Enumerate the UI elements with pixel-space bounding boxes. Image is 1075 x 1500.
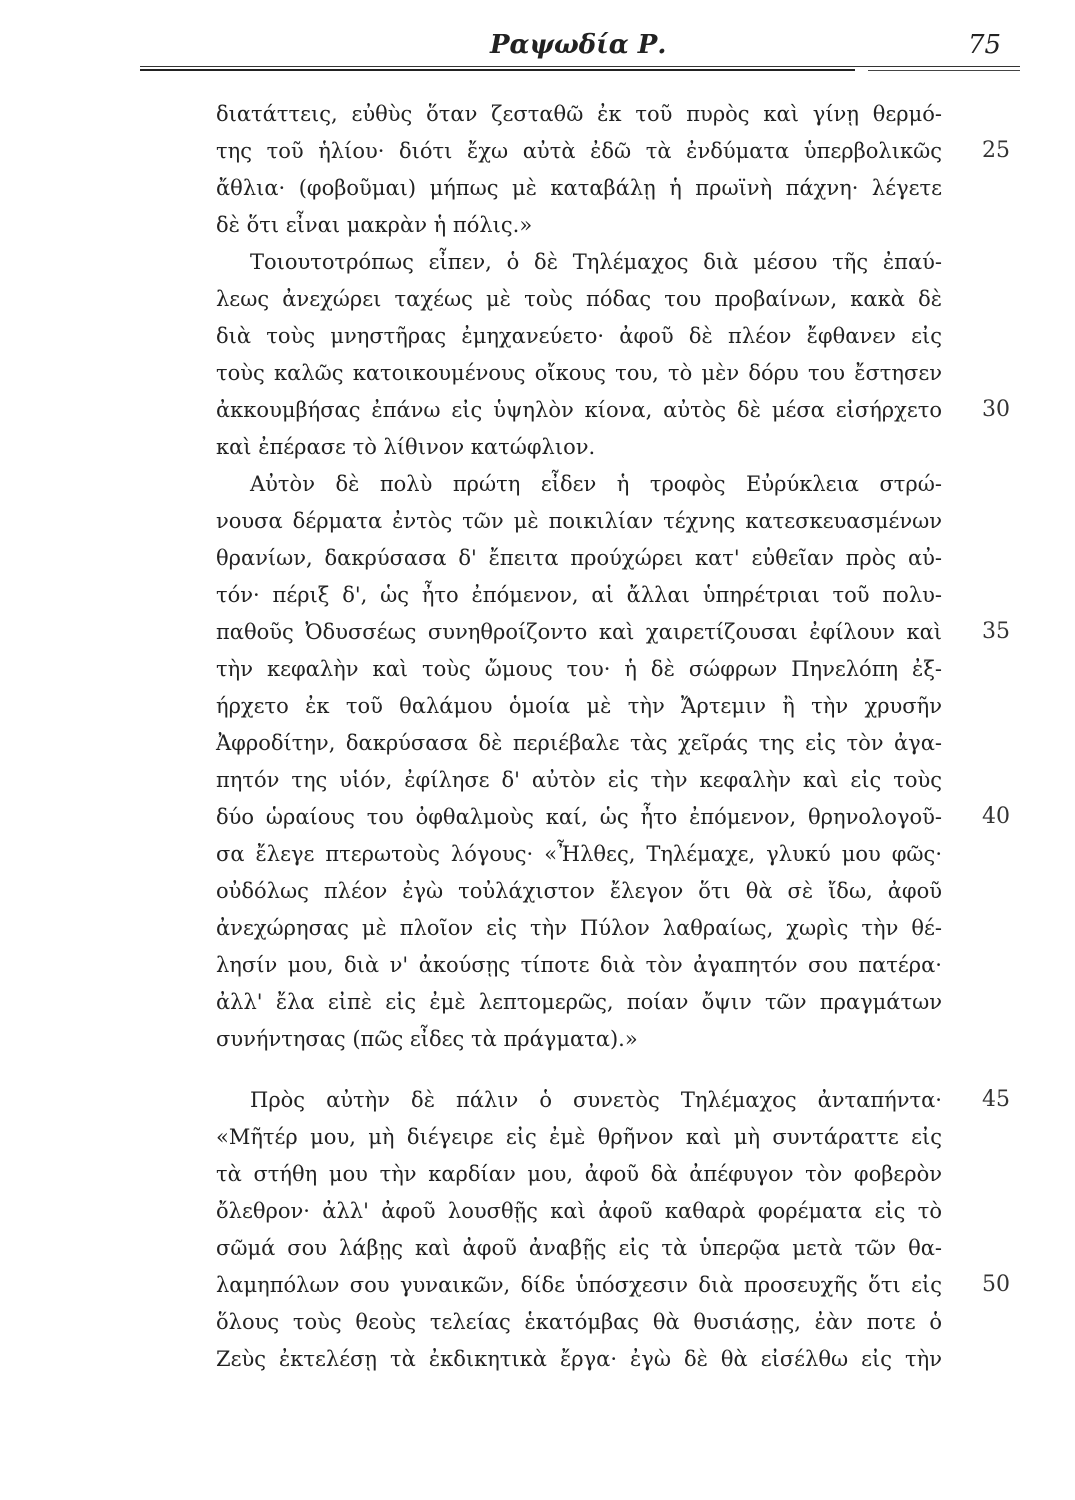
verse-number: 50	[982, 1272, 1010, 1297]
text-line: δὲ ὅτι εἶναι μακρὰν ἡ πόλις.»	[216, 213, 533, 237]
text-line: «Μῆτέρ μου, μὴ διέγειρε εἰς ἐμὲ θρῆνον καὶ μὴ συντάραττε εἰς	[216, 1125, 942, 1149]
text-line: λεως ἀνεχώρει ταχέως μὲ τοὺς πόδας του προβαίνων, κακὰ δὲ	[216, 287, 942, 311]
text-line: διατάττεις, εὐθὺς ὅταν ζεσταθῶ ἐκ τοῦ πυρὸς καὶ γίνῃ θερμό-	[216, 102, 942, 126]
text-line: ἀλλ' ἔλα εἰπὲ εἰς ἐμὲ λεπτομερῶς, ποίαν ὄψιν τῶν πραγμάτων	[216, 990, 942, 1014]
text-line: τὴν κεφαλὴν καὶ τοὺς ὤμους του· ἡ δὲ σώφρων Πηνελόπη ἐξ-	[216, 657, 942, 681]
verse-number: 30	[982, 397, 1010, 422]
text-line: καὶ ἐπέρασε τὸ λίθινον κατώφλιον.	[216, 435, 596, 459]
text-line: τόν· πέριξ δ', ὡς ἦτο ἐπόμενον, αἱ ἄλλαι ὑπηρέτριαι τοῦ πολυ-	[216, 583, 942, 607]
text-line: ἀνεχώρησας μὲ πλοῖον εἰς τὴν Πύλον λαθραίως, χωρὶς τὴν θέ-	[216, 916, 942, 940]
text-line: ἀκκουμβήσας ἐπάνω εἰς ὑψηλὸν κίονα, αὐτὸς δὲ μέσα εἰσήρχετο	[216, 398, 942, 422]
text-line: λησίν μου, διὰ ν' ἀκούσῃς τίποτε διὰ τὸν ἀγαπητόν σου πατέρα·	[216, 953, 942, 977]
text-line: οὐδόλως πλέον ἐγὼ τοὐλάχιστον ἔλεγον ὅτι θὰ σὲ ἴδω, ἀφοῦ	[216, 879, 942, 903]
text-line: Ἀφροδίτην, δακρύσασα δὲ περιέβαλε τὰς χεῖράς της εἰς τὸν ἀγα-	[216, 731, 942, 755]
verse-number: 35	[982, 619, 1010, 644]
text-line: τὰ στήθη μου τὴν καρδίαν μου, ἀφοῦ δὰ ἀπέφυγον τὸν φοβερὸν	[216, 1162, 942, 1186]
text-line: τοὺς καλῶς κατοικουμένους οἴκους του, τὸ μὲν δόρυ του ἔστησεν	[216, 361, 942, 385]
text-line: ὄλεθρον· ἀλλ' ἀφοῦ λουσθῇς καὶ ἀφοῦ καθαρὰ φορέματα εἰς τὸ	[216, 1199, 942, 1223]
verse-number: 40	[982, 804, 1010, 829]
text-line: δύο ὡραίους του ὀφθαλμοὺς καί, ὡς ἦτο ἐπόμενον, θρηνολογοῦ-	[216, 805, 942, 829]
header-rule-thick	[140, 69, 855, 71]
text-line: σα ἔλεγε πτερωτοὺς λόγους· «Ἦλθες, Τηλέμαχε, γλυκύ μου φῶς·	[216, 842, 942, 866]
text-line: λαμηπόλων σου γυναικῶν, δίδε ὑπόσχεσιν διὰ προσευχῆς ὅτι εἰς	[216, 1273, 942, 1297]
text-line: σῶμά σου λάβῃς καὶ ἀφοῦ ἀναβῇς εἰς τὰ ὑπερῷα μετὰ τῶν θα-	[216, 1236, 942, 1260]
text-line: διὰ τοὺς μνηστῆρας ἐμηχανεύετο· ἀφοῦ δὲ πλέον ἔφθανεν εἰς	[216, 324, 942, 348]
text-line: της τοῦ ἡλίου· διότι ἔχω αὐτὰ ἐδῶ τὰ ἐνδύματα ὑπερβολικῶς	[216, 139, 942, 163]
page-number: 75	[968, 30, 1002, 60]
text-line: Ζεὺς ἐκτελέσῃ τὰ ἐκδικητικὰ ἔργα· ἐγὼ δὲ θὰ εἰσέλθω εἰς τὴν	[216, 1347, 942, 1371]
text-line: Αὐτὸν δὲ πολὺ πρώτη εἶδεν ἡ τροφὸς Εὐρύκλεια στρώ-	[250, 472, 942, 496]
text-line: ὅλους τοὺς θεοὺς τελείας ἑκατόμβας θὰ θυσιάσῃς, ἐὰν ποτε ὁ	[216, 1310, 942, 1334]
text-line: πητόν της υἱόν, ἐφίλησε δ' αὐτὸν εἰς τὴν κεφαλὴν καὶ εἰς τοὺς	[216, 768, 942, 792]
verse-number: 45	[982, 1087, 1010, 1112]
text-line: παθοῦς Ὀδυσσέως συνηθροίζοντο καὶ χαιρετίζουσαι ἐφίλουν καὶ	[216, 620, 942, 644]
text-line: ἄθλια· (φοβοῦμαι) μήπως μὲ καταβάλῃ ἡ πρωϊνὴ πάχνη· λέγετε	[216, 176, 942, 200]
verse-number: 25	[982, 138, 1010, 163]
text-line: συνήντησας (πῶς εἶδες τὰ πράγματα).»	[216, 1027, 638, 1051]
text-line: Τοιουτοτρόπως εἶπεν, ὁ δὲ Τηλέμαχος διὰ μέσου τῆς ἐπαύ-	[250, 250, 942, 274]
text-line: Πρὸς αὐτὴν δὲ πάλιν ὁ συνετὸς Τηλέμαχος ἀνταπήντα·	[250, 1088, 942, 1112]
text-line: ήρχετο ἐκ τοῦ θαλάμου ὁμοία μὲ τὴν Ἄρτεμιν ἢ τὴν χρυσῆν	[216, 694, 942, 718]
header-rule	[140, 66, 1020, 67]
running-title: Ραψωδία Ρ.	[490, 30, 667, 60]
text-line: νουσα δέρματα ἐντὸς τῶν μὲ ποικιλίαν τέχνης κατεσκευασμένων	[216, 509, 942, 533]
text-line: θρανίων, δακρύσασα δ' ἔπειτα προύχώρει κατ' εὐθεῖαν πρὸς αὐ-	[216, 546, 942, 570]
header-rule-short	[868, 70, 1020, 71]
